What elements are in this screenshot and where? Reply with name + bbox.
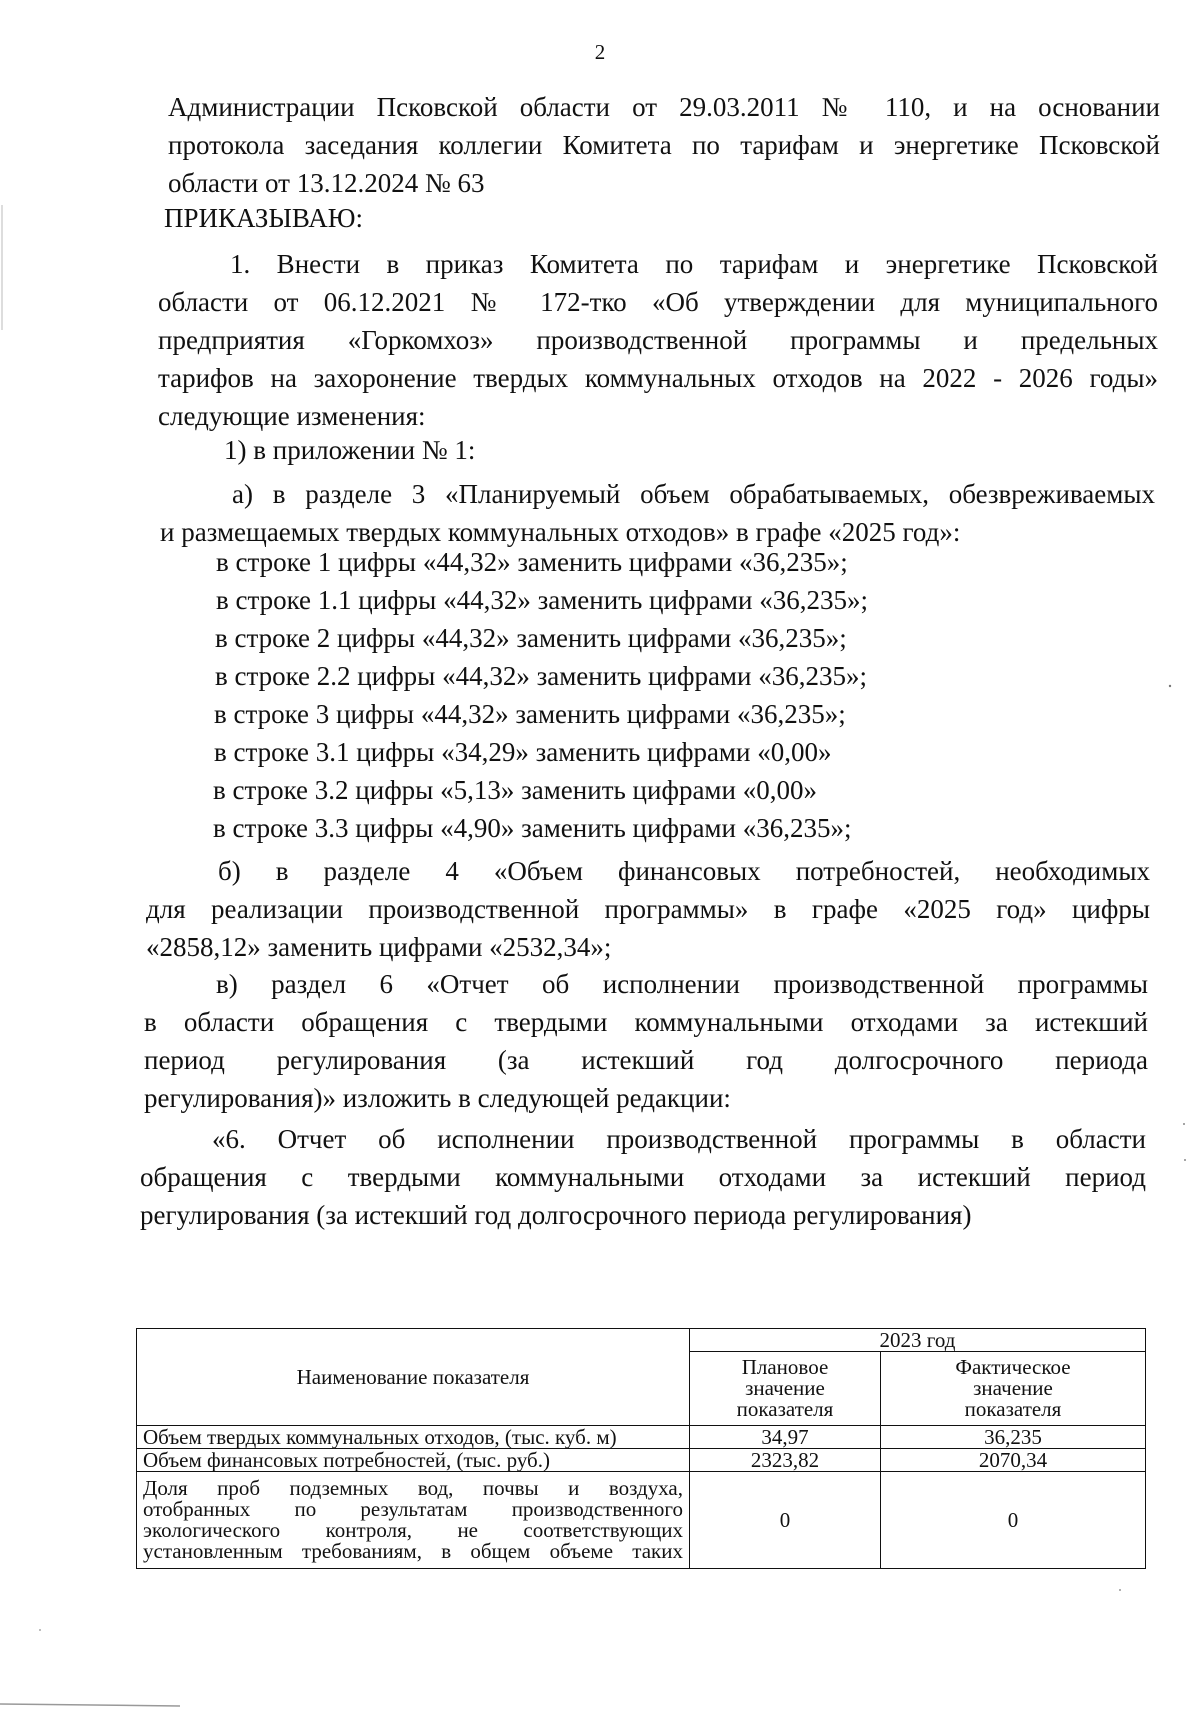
item1-line: предприятия «Горкомхоз» производственной программы и предельных (158, 325, 1158, 355)
table-row (137, 1472, 1146, 1569)
header-plan-line: показателя (736, 1397, 834, 1422)
section6-line: «6. Отчет об исполнении производственной программы в области (212, 1124, 1146, 1154)
row-name: Объем твердых коммунальных отходов, (тыс. куб. м) (137, 1426, 690, 1449)
sub-a-line: а) в разделе 3 «Планируемый объем обрабатываемых, обезвреживаемых (232, 479, 1155, 509)
sub-b-line: «2858,12» заменить цифрами «2532,34»; (146, 932, 612, 962)
row-name: Объем финансовых потребностей, (тыс. руб.) (137, 1449, 690, 1472)
row-fact-value: 36,235 (881, 1426, 1146, 1449)
header-fact (881, 1352, 1146, 1426)
scan-speck (39, 1629, 41, 1631)
table-row (137, 1426, 1146, 1449)
header-fact-line: показателя (964, 1397, 1062, 1422)
row-plan-value: 2323,82 (690, 1449, 881, 1472)
sub-v-line: регулирования)» изложить в следующей редакции: (144, 1083, 731, 1113)
change-row: в строке 3 цифры «44,32» заменить цифрами «36,235»; (214, 699, 846, 729)
sub-a-line: и размещаемых твердых коммунальных отходов» в графе «2025 год»: (160, 517, 961, 547)
intro-line: области от 13.12.2024 № 63 (168, 168, 485, 198)
scan-speck (1183, 1123, 1185, 1125)
row-plan-value: 34,97 (690, 1426, 881, 1449)
sub-b-line: б) в разделе 4 «Объем финансовых потребностей, необходимых (218, 856, 1150, 886)
change-row: в строке 1.1 цифры «44,32» заменить цифрами «36,235»; (216, 585, 868, 615)
sub-b-line: для реализации производственной программы» в графе «2025 год» цифры (146, 894, 1150, 924)
item1-line: тарифов на захоронение твердых коммунальных отходов на 2022 - 2026 годы» (158, 363, 1158, 393)
sub-v-line: в) раздел 6 «Отчет об исполнении производственной программы (216, 969, 1148, 999)
scan-speck (1184, 1159, 1186, 1161)
row-fact-value: 0 (881, 1472, 1146, 1569)
header-plan-line: значение (745, 1376, 825, 1401)
row-name-line: установленным требованиям, в общем объеме таких (143, 1539, 683, 1563)
row-name-line: отобранных по результатам производственного (143, 1497, 683, 1521)
order-word: ПРИКАЗЫВАЮ: (164, 203, 363, 233)
section6-heading (140, 1120, 1146, 1234)
scan-speck (1169, 685, 1171, 687)
change-row: в строке 1 цифры «44,32» заменить цифрами «36,235»; (216, 547, 848, 577)
sub-v-line: период регулирования (за истекший год долгосрочного периода (144, 1045, 1148, 1075)
section6-line: регулирования (за истекший год долгосрочного периода регулирования) (140, 1200, 972, 1230)
header-plan-line: Плановое (741, 1355, 829, 1380)
change-row: в строке 2 цифры «44,32» заменить цифрами «36,235»; (215, 623, 847, 653)
scan-speck (1119, 1589, 1121, 1591)
sub-a-paragraph (160, 475, 1155, 551)
header-year: 2023 год (690, 1329, 1146, 1352)
change-row: в строке 3.2 цифры «5,13» заменить цифрами «0,00» (213, 775, 817, 805)
section6-line: обращения с твердыми коммунальными отходами за истекший период (140, 1162, 1146, 1192)
row-fact-value: 2070,34 (881, 1449, 1146, 1472)
row-name-multiline (137, 1472, 690, 1569)
intro-line: Администрации Псковской области от 29.03.2011 № 110, и на основании (168, 92, 1160, 122)
row-name-line: Доля проб подземных вод, почвы и воздуха, (143, 1476, 683, 1500)
report-table (136, 1328, 1146, 1569)
row-name-line: экологического контроля, не соответствующих (143, 1518, 683, 1542)
sub-v-line: в области обращения с твердыми коммунальными отходами за истекший (144, 1007, 1148, 1037)
header-plan (690, 1352, 881, 1426)
change-row: в строке 3.1 цифры «34,29» заменить цифрами «0,00» (214, 737, 832, 767)
subitem1: 1) в приложении № 1: (224, 435, 476, 465)
table-header-row (137, 1329, 1146, 1352)
header-indicator-name: Наименование показателя (137, 1329, 690, 1426)
item1-line: следующие изменения: (158, 401, 426, 431)
row-plan-value: 0 (690, 1472, 881, 1569)
item1-line: 1. Внести в приказ Комитета по тарифам и энергетике Псковской (230, 249, 1158, 279)
change-row: в строке 3.3 цифры «4,90» заменить цифрами «36,235»; (213, 813, 852, 843)
item1-paragraph (158, 245, 1158, 435)
header-fact-line: Фактическое (955, 1355, 1071, 1380)
intro-paragraph (168, 88, 1160, 202)
sub-b-paragraph (146, 852, 1150, 966)
header-fact-line: значение (973, 1376, 1053, 1401)
scan-edge-line (0, 1704, 180, 1706)
table-row (137, 1449, 1146, 1472)
sub-v-paragraph (144, 965, 1148, 1117)
item1-line: области от 06.12.2021 № 172-тко «Об утверждении для муниципального (158, 287, 1158, 317)
intro-line: протокола заседания коллегии Комитета по тарифам и энергетике Псковской (168, 130, 1160, 160)
change-row: в строке 2.2 цифры «44,32» заменить цифрами «36,235»; (215, 661, 867, 691)
page-number: 2 (594, 40, 606, 64)
